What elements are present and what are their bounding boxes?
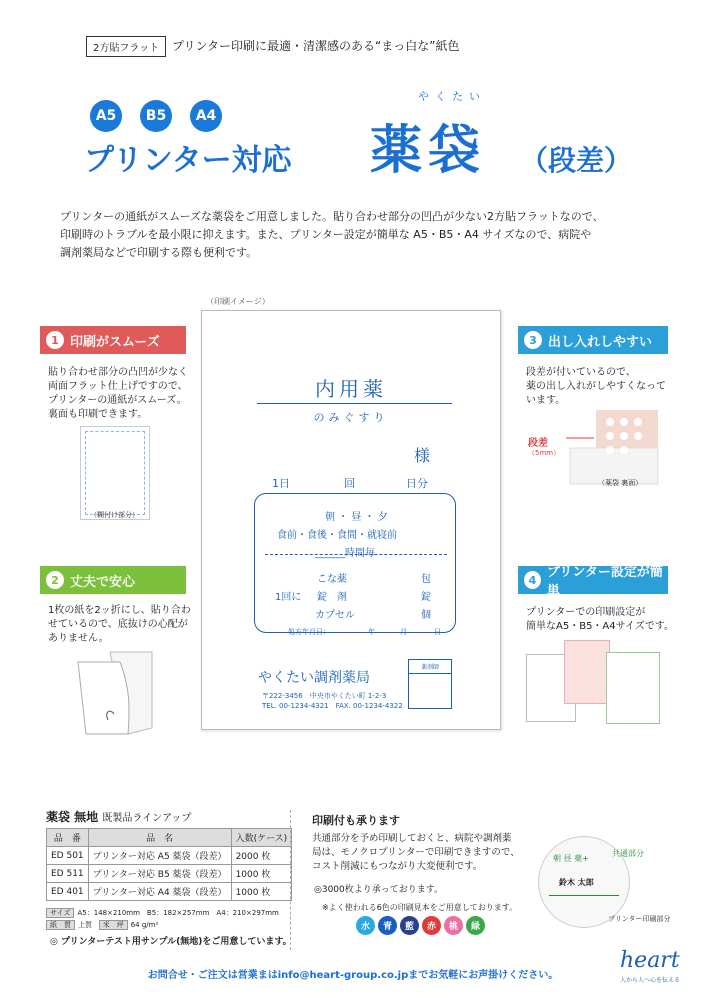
powder-label: こな薬 [317,574,347,585]
table-row: ED 501 プリンター対応 A5 薬袋（段差） 2000 枚 [47,847,292,865]
box-divider [265,554,447,555]
color-swatch: 緑 [466,916,485,935]
point-title: 出し入れしやすい [548,334,653,350]
point-title: プリンター設定が簡単 [546,565,663,599]
min-order-note: ◎3000枚より承っております。 [314,885,444,895]
point-1-badge [40,326,186,354]
print-service-desc: 共通部分を予め印刷しておくと、病院や調剤薬 局は、モノクロプリンターで印刷できますので、 コスト削減にもつながり大変便利です。 [312,833,520,872]
folded-bag-illustration [70,648,160,738]
point-4-desc: プリンターでの印刷設定が 簡単なA5・B5・A4サイズです。 [526,607,675,632]
point-title: 丈夫で安心 [70,574,136,590]
table-row: ED 401 プリンター対応 A4 薬袋（段差） 1000 枚 [47,883,292,901]
title-ruby: やくたい [418,90,486,103]
day-label-rx: 日 [434,628,441,636]
spec-paper: 紙 質 上質 米 坪 64 g/m² [46,920,158,930]
printer-part-label: プリンター印刷部分 [608,915,671,923]
capsule-label: カプセル [315,610,355,621]
sample-label: （印刷イメージ） [206,297,270,306]
a4-sample-thumb [606,652,660,724]
day-label: 1日 [272,477,290,490]
point-3-desc: 段差が付いているので、 薬の出し入れがしやすくなって います。 [526,367,666,406]
title-underline [257,403,452,404]
ko-label: 個 [421,610,431,621]
point-3-badge [518,326,668,354]
intro-text: プリンターの通紙がスムーズな薬袋をご用意しました。貼り合わせ部分の凹凸が少ない2方貼フラットなので、 印刷時のトラブルを最小限に抑えます。また、プリンター設定が簡単な A5・B5・A4 サイズなので、病院や 調剤薬局などで印刷する際も便利です。 [60,210,604,259]
ikkai-label: 1回に [275,592,302,603]
timing-label: 食前・食後・食間・就寝前 [277,530,397,541]
footer-contact: お問合せ・ご注文は営業まはinfo@heart-group.co.jpまでお気軽にお声掛けください。 [147,970,559,981]
logo-tagline: 人から人へ心を伝える [620,977,681,984]
size-badge-b5: B5 [140,100,172,132]
color-swatch: 赤 [422,916,441,935]
table-row: ED 511 プリンター対応 B5 薬袋（段差） 1000 枚 [47,865,292,883]
asa-label: 朝 ・ 昼 ・ 夕 [325,512,388,523]
point-number: 3 [524,331,542,349]
pharmacy-name: やくたい調剤薬局 [258,670,370,686]
size-badge-a5: A5 [90,100,122,132]
point-number: 1 [46,331,64,349]
print-service-title: 印刷付も承ります [312,814,400,827]
table-header: 品 番 品 名 入数(ケース) [47,829,292,847]
color-swatch: 藍 [400,916,419,935]
lineup-title: 薬袋 無地 既製品ラインアップ [46,810,192,824]
hou-label: 包 [421,574,431,585]
tablet-label: 錠 剤 [317,592,347,603]
point-4-badge [518,565,668,599]
sama-label: 様 [414,446,431,465]
title-suffix: （段差） [520,144,633,177]
rx-date-label: 処方年月日： [288,628,330,636]
lineup-table [46,828,292,901]
glue-caption: （糊付け部分） [90,511,139,519]
common-part-label: 共通部分 [612,849,644,858]
tagline: プリンター印刷に最適・清潔感のある“まっ白な”紙色 [172,39,460,53]
color-swatch: 水 [356,916,375,935]
color-swatch: 桃 [444,916,463,935]
sheet-subtitle: のみぐすり [313,411,389,424]
sample-zoom-circle: 朝 昼 薬+ 鈴木 太郎 [538,836,630,928]
point-title: 印刷がスムーズ [70,334,160,350]
spec-size: サイズ A5：148×210mm B5：182×257mm A4：210×297mm [46,908,279,918]
pharmacist-stamp-box [408,659,452,709]
kai-label: 回 [344,477,355,490]
jou-label: 錠 [421,592,431,603]
year-label: 年 [368,628,375,636]
point-1-desc: 貼り合わせ部分の凸凹が少なく 両面フラット仕上げですので、 プリンターの通紙がスムーズ。 裏面も印刷できます。 [48,367,188,420]
color-swatches [356,916,485,935]
nichibun-label: 日分 [406,477,428,490]
back-caption: （薬袋 裏面） [598,479,643,487]
sheet-title: 内用薬 [315,377,387,401]
pharmacy-address: 〒222-3456 中央市やくたい町 1-2-3 [262,692,387,700]
pharmacy-phone: TEL. 00-1234-4321 FAX. 00-1234-4322 [262,702,403,710]
colors-note: ※よく使われる6色の印刷見本をご用意しております。 [322,903,518,912]
section-divider [290,810,291,950]
heart-logo: heart [620,948,680,973]
color-swatch: 青 [378,916,397,935]
point-number: 4 [524,571,541,589]
point-2-badge [40,566,186,594]
dosage-box [254,493,456,633]
point-2-desc: 1枚の紙を2ッ折にし、貼り合わ せているので、底抜けの心配が ありません。 [48,605,191,644]
size-badge-a4: A4 [190,100,222,132]
glue-area [85,431,145,515]
sample-sheet [201,310,501,730]
stamp-label: 薬剤師 [409,660,451,674]
step-label: 段差 [528,438,548,449]
jikan-label: ______時間毎 [315,548,375,559]
title-prefix: プリンター対応 [84,143,292,178]
month-label: 月 [400,628,407,636]
title-main: 薬袋 [370,121,487,181]
b5-sample-thumb [564,640,610,704]
point-number: 2 [46,571,64,589]
sample-note: ◎ プリンターテスト用サンプル(無地)をご用意しています。 [50,937,292,947]
step-size: （5mm） [528,449,561,457]
glue-illustration [80,426,150,520]
product-tag: 2方貼フラット [86,36,166,57]
